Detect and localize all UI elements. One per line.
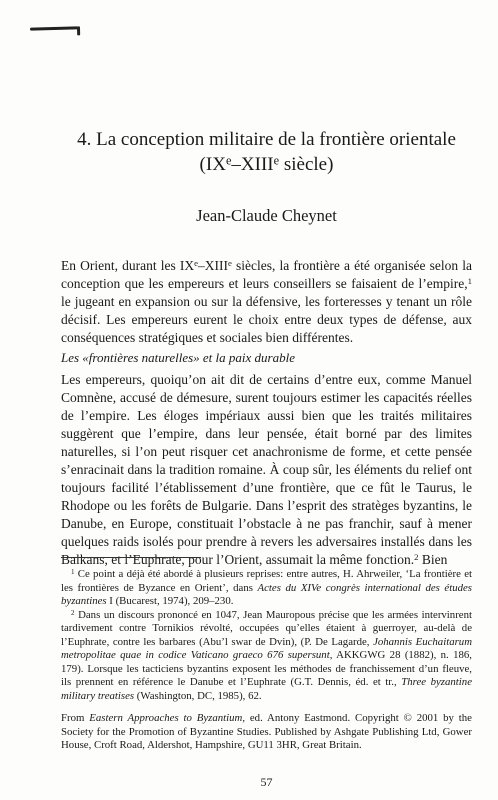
page-number: 57 [260, 775, 273, 789]
chapter-title [61, 127, 472, 177]
body-paragraph: Les empereurs, quoiqu’on ait dit de certains d’entre eux, comme Manuel Comnène, accusé de démesure, surent toujours estimer les capacités réelles de l’empire. Les éloges impériaux aussi bien que les traités militaires suggèrent que l’empire, dans leur pensée, était borné par des limites naturelles, si l’on peut risquer cet anachronisme de forme, et cette pensée s’enracinait dans la tradition romaine. À coup sûr, les éléments du relief ont toujours facilité l’établissement d’une frontière, que ce fût le Taurus, le Rhodope ou les forêts de Bulgarie. Dans l’esprit des stratèges byzantins, le Danube, en Europe, constituait l’obstacle à ne pas franchir, sauf à mener quelques raids isolés pour prendre à revers les adversaires installés dans les Balkans, et l’Euphrate, pour l’Orient, assumait la même fonction.$^2$ Bien [61, 372, 472, 567]
intro-paragraph: En Orient, durant les IXe–XIIIe siècles, la frontière a été organisée selon la conception que les empereurs et leurs conseillers se faisaient de l’empire,$^1$ le jugeant en expansion ou sur la défensive, les forteresses y tenant un rôle décisif. Les empereurs eurent le choix entre deux types de défense, aux conséquences stratégiques et sociales bien différentes. [61, 258, 472, 345]
footnotes [61, 568, 472, 703]
section-heading: Les «frontières naturelles» et la paix durable [61, 350, 295, 365]
footnote-divider [61, 557, 201, 558]
footnote-2: $^2$ Dans un discours prononcé en 1047, Jean Mauropous précise que les armées intervinrent tardivement contre Tornikios révolté, occupées qu’elles étaient à guerroyer, au-delà de l’Euphrate, contre les barbares (Abu’l swar de Dvin), (P. De Lagarde, Johannis Euchaitarum metropolitae quae in codice Vaticano graeco 676 supersunt, AKKGWG 28 (1882), n. 186, 179). Lorsque les tacticiens byzantins exposent les méthodes de franchissement d’un fleuve, ils prennent en référence le Danube et l’Euphrate (G.T. Dennis, éd. et tr., Three byzantine military treatises (Washington, DC, 1985), 62. [61, 608, 472, 702]
chapter-title-line2: (IXe–XIIIe siècle) [199, 153, 334, 175]
pen-mark [30, 26, 78, 30]
footnote-ref-1[interactable]: 1 [467, 276, 472, 287]
footnote-ref-2[interactable]: 2 [414, 552, 419, 563]
footnote-1: $^1$ Ce point a déjà été abordé à plusieurs reprises: entre autres, H. Ahrweiler, ‘La frontière et les frontières de Byzance en Orient’, dans Actes du XIVe congrès international des études byzantines I (Bucarest, 1974), 209–230. [61, 567, 472, 607]
author-name: Jean-Claude Cheynet [196, 206, 337, 225]
source-note: From Eastern Approaches to Byzantium, ed. Antony Eastmond. Copyright © 2001 by the Society for the Promotion of Byzantine Studies. Published by Ashgate Publishing Ltd, Gower House, Croft Road, Aldershot, Hampshire, GU11 3HR, Great Britain. [61, 712, 472, 751]
chapter-title-line1: 4. La conception militaire de la frontière orientale [77, 129, 456, 150]
